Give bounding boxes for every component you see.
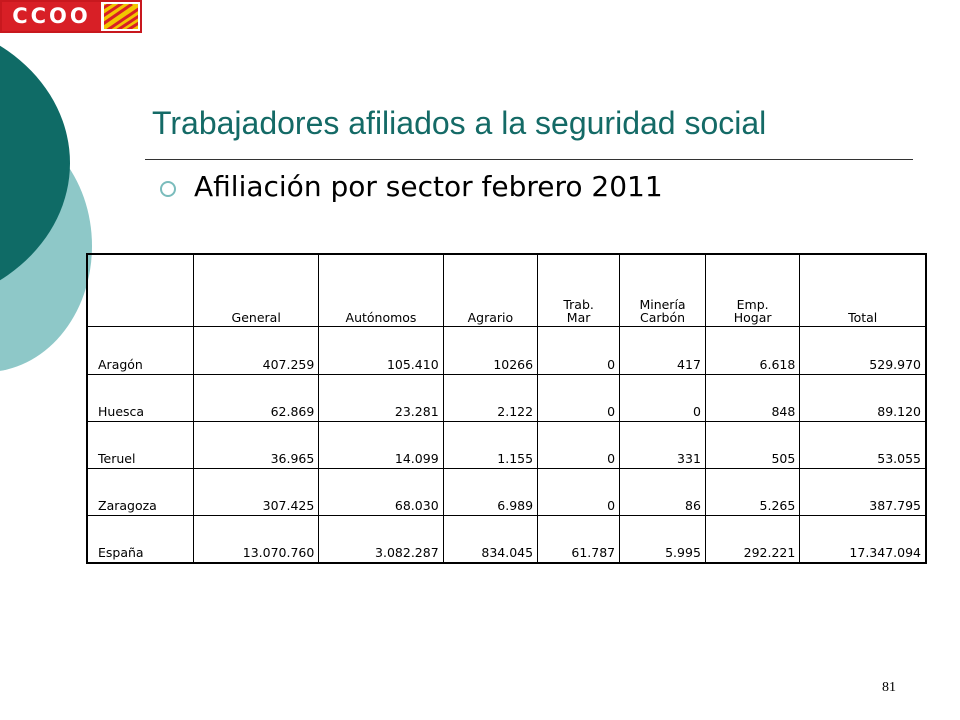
table-cell: 68.030 (319, 469, 443, 516)
table-cell: 10266 (443, 327, 537, 375)
table-cell: 86 (620, 469, 706, 516)
table-cell: 53.055 (800, 422, 926, 469)
aragon-flag-icon (104, 4, 138, 29)
table-row (87, 327, 926, 375)
table-cell: 331 (620, 422, 706, 469)
table-cell: 5.995 (620, 516, 706, 564)
table-header-row (87, 254, 926, 327)
table-cell: 307.425 (194, 469, 319, 516)
row-label: Teruel (87, 422, 194, 469)
table-cell: 5.265 (705, 469, 799, 516)
table-cell: 61.787 (538, 516, 620, 564)
table-cell: 0 (538, 375, 620, 422)
table-cell: 834.045 (443, 516, 537, 564)
table-cell: 529.970 (800, 327, 926, 375)
page-number: 81 (882, 680, 896, 695)
title-divider (145, 159, 913, 160)
header-total: Total (800, 254, 926, 327)
table-cell: 387.795 (800, 469, 926, 516)
table-cell: 62.869 (194, 375, 319, 422)
table-cell: 105.410 (319, 327, 443, 375)
table-cell: 407.259 (194, 327, 319, 375)
table-row (87, 375, 926, 422)
table-cell: 848 (705, 375, 799, 422)
header-trab-mar: Trab. Mar (538, 254, 620, 327)
ccoo-logo (0, 0, 142, 33)
table-cell: 505 (705, 422, 799, 469)
table-cell: 292.221 (705, 516, 799, 564)
table-cell: 0 (538, 422, 620, 469)
table-cell: 23.281 (319, 375, 443, 422)
logo-letters: CCOO (2, 2, 101, 31)
table-cell: 6.618 (705, 327, 799, 375)
table-cell: 3.082.287 (319, 516, 443, 564)
table-cell: 0 (620, 375, 706, 422)
table-row (87, 469, 926, 516)
header-general: General (194, 254, 319, 327)
table-cell: 17.347.094 (800, 516, 926, 564)
header-corner (87, 254, 194, 327)
table-cell: 2.122 (443, 375, 537, 422)
table-cell: 0 (538, 469, 620, 516)
row-label: España (87, 516, 194, 564)
subtitle-bullet-item (160, 170, 663, 203)
row-label: Aragón (87, 327, 194, 375)
header-mineria-carbon: Minería Carbón (620, 254, 706, 327)
table-cell: 0 (538, 327, 620, 375)
table-cell: 36.965 (194, 422, 319, 469)
table-cell: 417 (620, 327, 706, 375)
table-cell: 6.989 (443, 469, 537, 516)
table-row (87, 516, 926, 564)
table-cell: 1.155 (443, 422, 537, 469)
slide-title: Trabajadores afiliados a la seguridad social (152, 105, 767, 141)
header-autonomos: Autónomos (319, 254, 443, 327)
table-cell: 89.120 (800, 375, 926, 422)
table-row (87, 422, 926, 469)
circle-bullet-icon (160, 181, 176, 197)
affiliation-table (86, 253, 927, 564)
row-label: Zaragoza (87, 469, 194, 516)
table-cell: 13.070.760 (194, 516, 319, 564)
header-agrario: Agrario (443, 254, 537, 327)
subtitle-text: Afiliación por sector febrero 2011 (194, 170, 663, 203)
header-emp-hogar: Emp. Hogar (705, 254, 799, 327)
table-cell: 14.099 (319, 422, 443, 469)
row-label: Huesca (87, 375, 194, 422)
